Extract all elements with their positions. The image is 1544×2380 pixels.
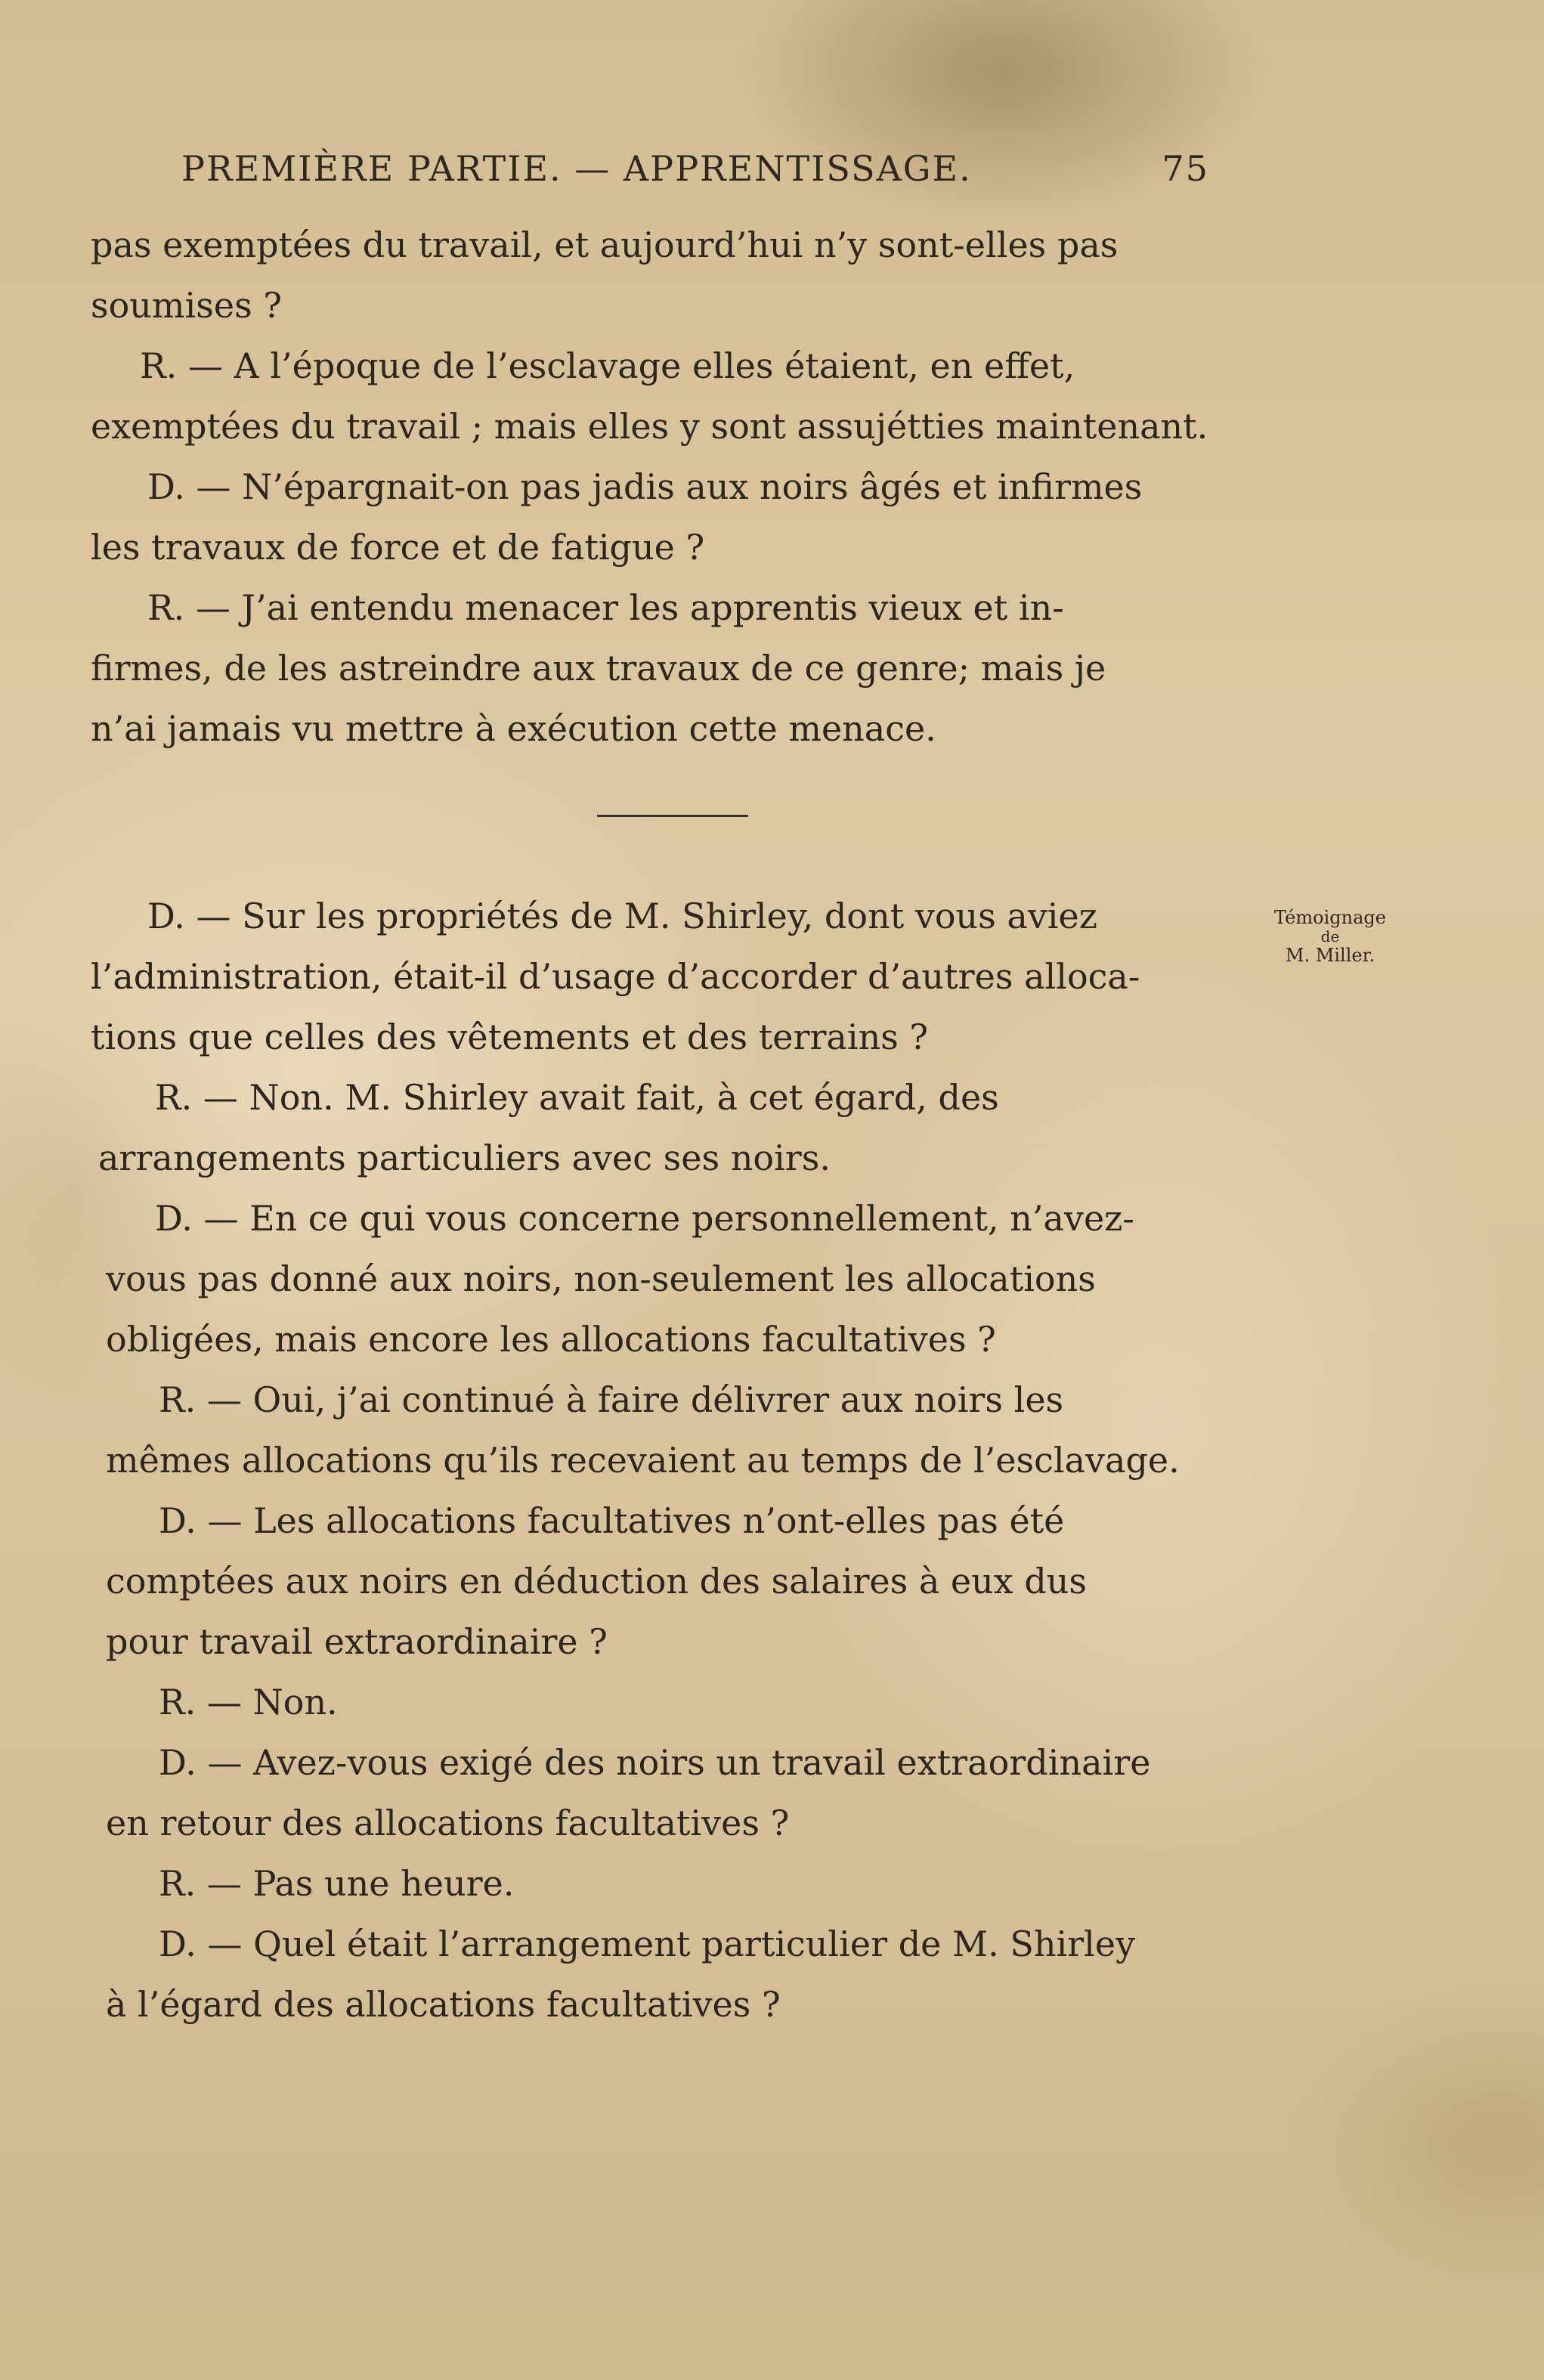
text-line: D. — N’épargnait-on pas jadis aux noirs âgés et infirmes <box>147 466 1143 507</box>
text-line: obligées, mais encore les allocations facultatives ? <box>106 1319 996 1360</box>
text-line: exemptées du travail ; mais elles y sont assujétties maintenant. <box>91 406 1208 447</box>
text-line: soumises ? <box>91 285 282 326</box>
text-line: D. — Avez-vous exigé des noirs un travail extraordinaire <box>159 1742 1151 1783</box>
text-line: D. — En ce qui vous concerne personnellement, n’avez- <box>155 1198 1134 1239</box>
text-line: mêmes allocations qu’ils recevaient au temps de l’esclavage. <box>106 1440 1180 1481</box>
text-line: D. — Sur les propriétés de M. Shirley, dont vous aviez <box>147 896 1097 936</box>
text-line: R. — A l’époque de l’esclavage elles étaient, en effet, <box>140 345 1075 386</box>
text-line: les travaux de force et de fatigue ? <box>91 527 705 568</box>
text-line: n’ai jamais vu mettre à exécution cette menace. <box>91 708 936 749</box>
text-line: R. — Oui, j’ai continué à faire délivrer aux noirs les <box>159 1379 1064 1420</box>
text-line: vous pas donné aux noirs, non-seulement les allocations <box>106 1258 1096 1299</box>
text-line: D. — Quel était l’arrangement particulier de M. Shirley <box>159 1923 1136 1964</box>
margin-note-line: M. Miller. <box>1285 945 1375 966</box>
running-title: PREMIÈRE PARTIE. — APPRENTISSAGE. <box>181 148 972 189</box>
page-number: 75 <box>1162 148 1209 189</box>
text-line: D. — Les allocations facultatives n’ont-elles pas été <box>159 1500 1065 1541</box>
margin-note <box>1255 907 1406 966</box>
text-line: en retour des allocations facultatives ? <box>106 1803 790 1843</box>
text-line: comptées aux noirs en déduction des salaires à eux dus <box>106 1561 1088 1602</box>
section-divider <box>597 815 748 817</box>
text-line: l’administration, était-il d’usage d’accorder d’autres alloca- <box>91 956 1140 997</box>
text-line: R. — Pas une heure. <box>159 1863 515 1904</box>
text-line: à l’égard des allocations facultatives ? <box>106 1984 781 2025</box>
margin-note-line: de <box>1320 927 1340 946</box>
text-line: arrangements particuliers avec ses noirs. <box>98 1137 831 1178</box>
text-line: pas exemptées du travail, et aujourd’hui n’y sont-elles pas <box>91 224 1119 265</box>
text-line: tions que celles des vêtements et des terrains ? <box>91 1017 929 1057</box>
running-header <box>181 148 1209 198</box>
margin-note-line: Témoignage <box>1274 907 1386 928</box>
text-line: R. — J’ai entendu menacer les apprentis vieux et in- <box>147 587 1064 628</box>
text-line: R. — Non. <box>159 1682 338 1722</box>
text-line: R. — Non. M. Shirley avait fait, à cet égard, des <box>155 1077 999 1118</box>
text-line: firmes, de les astreindre aux travaux de ce genre; mais je <box>91 648 1106 689</box>
text-line: pour travail extraordinaire ? <box>106 1621 608 1662</box>
